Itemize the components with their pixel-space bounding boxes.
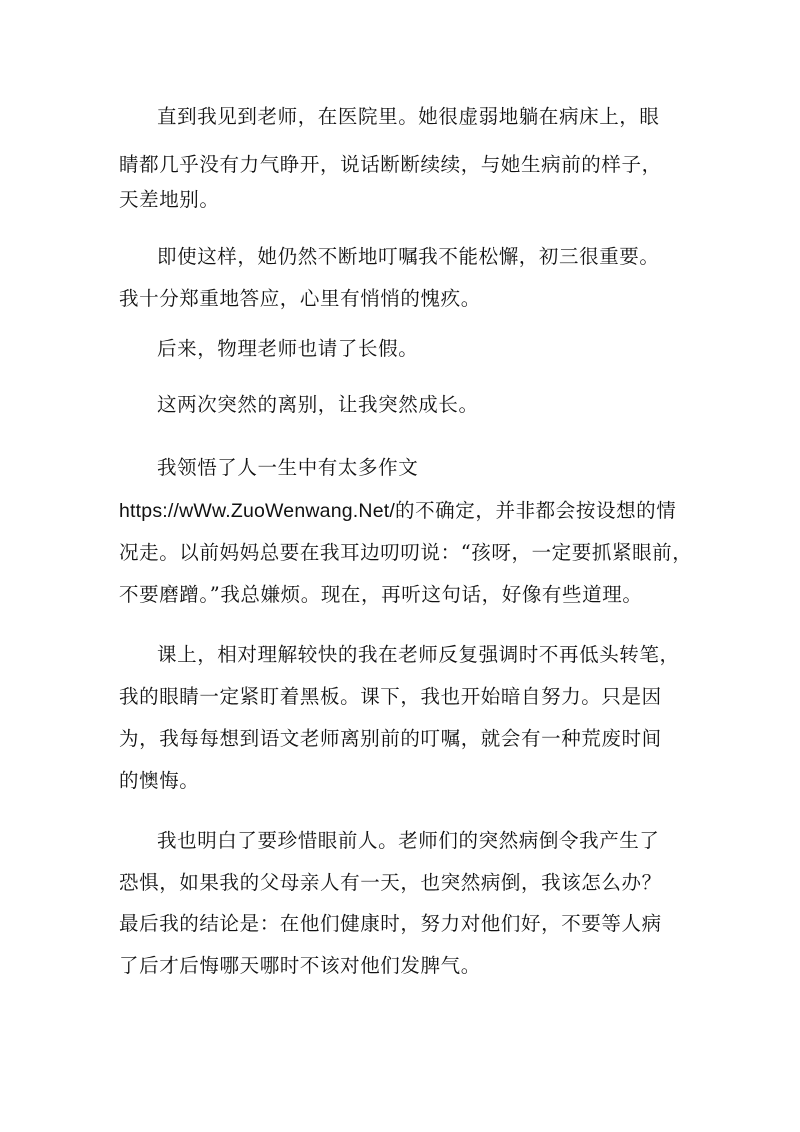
paragraph-6-line-4: 的懊悔。: [119, 769, 200, 792]
paragraph-2-line-2: 我十分郑重地答应，心里有悄悄的愧疚。: [119, 287, 481, 310]
paragraph-5-line-2-text: 的不确定，并非都会按设想的情: [394, 499, 677, 522]
paragraph-5-line-4: 不要磨蹭。”我总嫌烦。现在，再听这句话，好像有些道理。: [119, 583, 643, 606]
paragraph-6-line-3: 为，我每每想到语文老师离别前的叮嘱，就会有一种荒废时间: [119, 727, 662, 750]
paragraph-5-line-3: 况走。以前妈妈总要在我耳边叨叨说：“孩呀，一定要抓紧眼前，: [119, 541, 693, 564]
paragraph-2-line-1: 即使这样，她仍然不断地叮嘱我不能松懈，初三很重要。: [157, 245, 660, 268]
paragraph-5-line-2: [119, 498, 676, 524]
paragraph-7-line-2: 恐惧，如果我的父母亲人有一天，也突然病倒，我该怎么办？: [119, 871, 662, 894]
website-url-link[interactable]: https://wWw.ZuoWenwang.Net/: [119, 500, 395, 522]
paragraph-5-line-1: 我领悟了人一生中有太多作文: [157, 456, 419, 479]
paragraph-6-line-1: 课上，相对理解较快的我在老师反复强调时不再低头转笔，: [157, 643, 680, 666]
paragraph-3-line-1: 后来，物理老师也请了长假。: [157, 337, 419, 360]
paragraph-1-line-1: 直到我见到老师，在医院里。她很虚弱地躺在病床上，眼: [157, 105, 660, 128]
paragraph-1-line-3: 天差地别。: [119, 188, 220, 211]
paragraph-1-line-2: 睛都几乎没有力气睁开，说话断断续续，与她生病前的样子，: [119, 153, 662, 176]
paragraph-6-line-2: 我的眼睛一定紧盯着黑板。课下，我也开始暗自努力。只是因: [119, 685, 662, 708]
paragraph-7-line-1: 我也明白了要珍惜眼前人。老师们的突然病倒令我产生了: [157, 829, 660, 852]
paragraph-7-line-4: 了后才后悔哪天哪时不该对他们发脾气。: [119, 954, 481, 977]
paragraph-7-line-3: 最后我的结论是：在他们健康时，努力对他们好，不要等人病: [119, 912, 662, 935]
paragraph-4-line-1: 这两次突然的离别，让我突然成长。: [157, 393, 479, 416]
